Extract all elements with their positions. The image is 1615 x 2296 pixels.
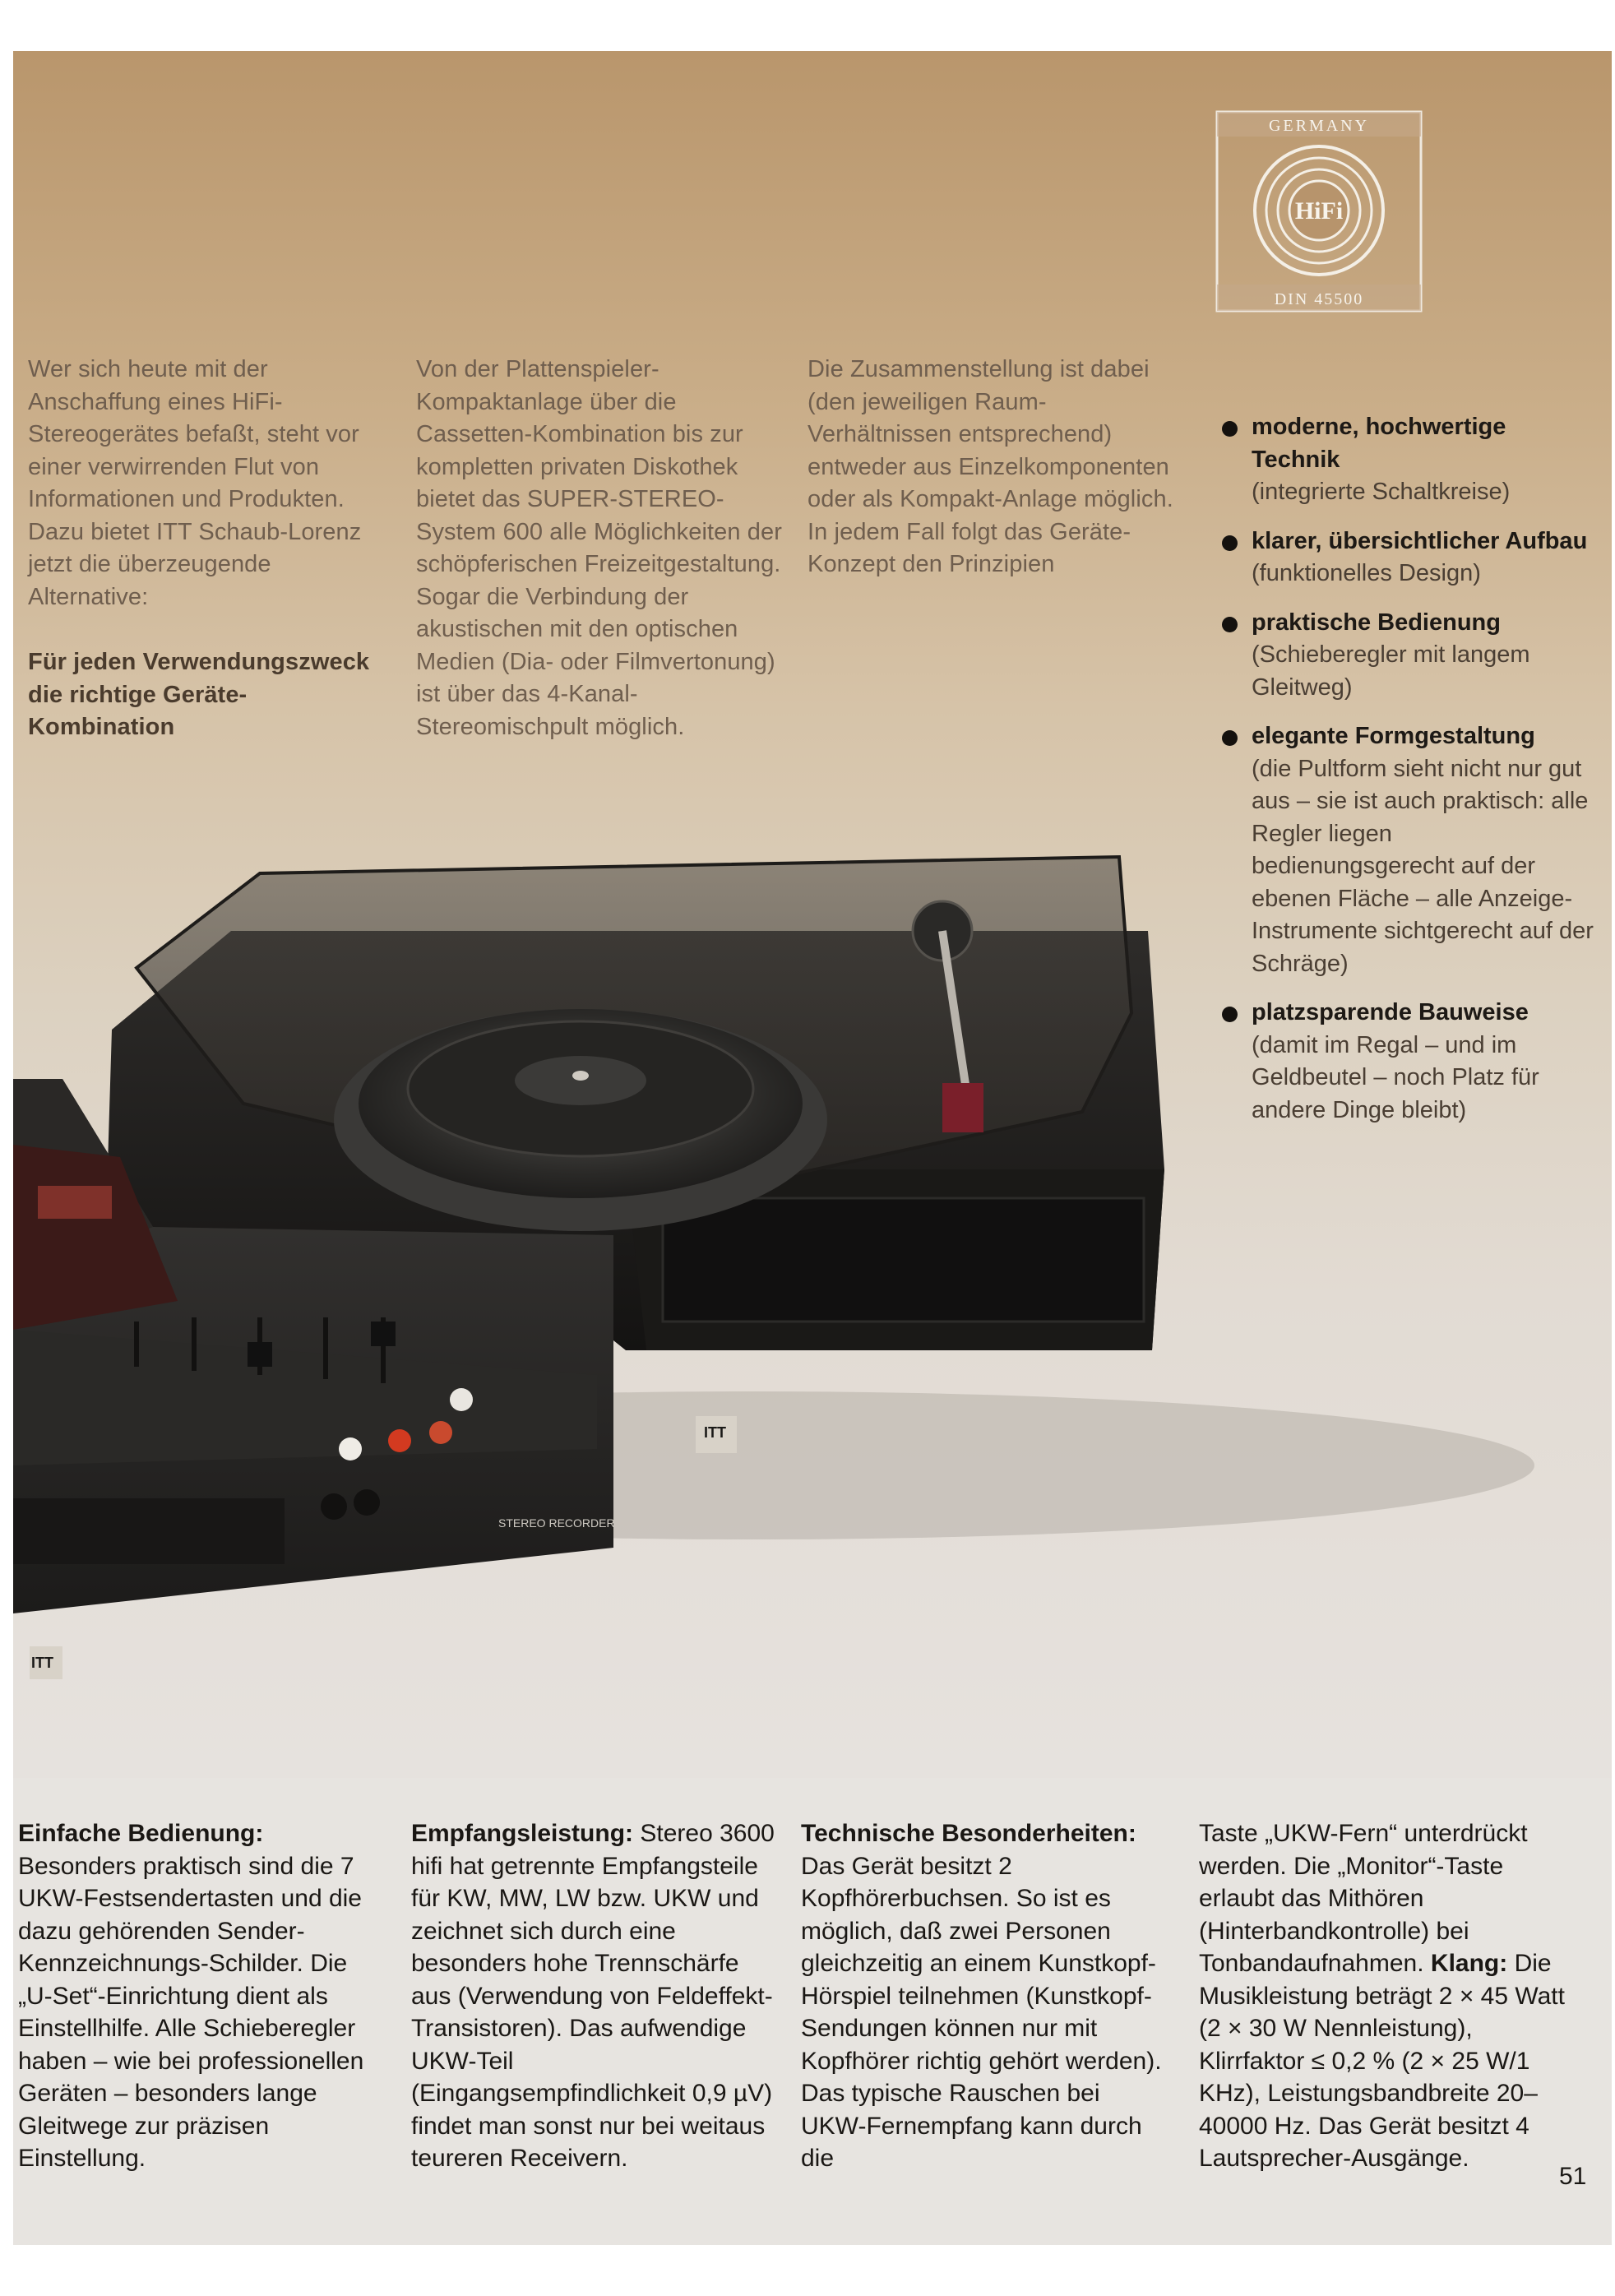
intro-paragraph-3: Die Zusammenstellung ist dabei (den jeweiligen Raum-Verhältnissen entsprechend) entweder aus Einzelkomponenten oder als Kompakt-Anlage möglich. In jedem Fall folgt das Geräte-Konzept den Prinzipien (808, 356, 1173, 577)
bullet-icon (1222, 535, 1238, 551)
feature-detail: (funktionelles Design) (1252, 560, 1481, 586)
deck-label: STEREO RECORDER (498, 1516, 615, 1530)
column-lead: Einfache Bedienung: (18, 1820, 264, 1847)
logo-center-text: HiFi (1294, 197, 1344, 225)
feature-item (1215, 997, 1594, 1127)
bullet-icon (1222, 617, 1238, 632)
column-lead: Klang: (1430, 1950, 1508, 1977)
intro-column-3 (808, 354, 1178, 581)
bullet-icon (1222, 1007, 1238, 1022)
feature-item (1215, 607, 1594, 705)
feature-title: moderne, hochwertige Technik (1252, 414, 1506, 473)
column-lead: Technische Besonderheiten: (801, 1820, 1136, 1847)
bottom-column-3 (801, 1817, 1167, 2175)
bullet-icon (1222, 421, 1238, 437)
intro-paragraph-1: Wer sich heute mit der Anschaffung eines HiFi-Stereogerätes befaßt, steht vor einer verwirrenden Flut von Informationen und Produkten. Dazu bietet ITT Schaub-Lorenz jetzt die überzeugende Alternative: (28, 356, 362, 610)
bullet-icon (1222, 730, 1238, 746)
intro-heading: Für jeden Verwendungszweck die richtige Geräte-Kombination (28, 649, 370, 740)
feature-item (1215, 411, 1594, 509)
column-text: Die Musikleistung beträgt 2 × 45 Watt (2 × 30 W Nennleistung), Klirrfaktor ≤ 0,2 % (2 × 25 W/1 KHz), Leistungsbandbreite 20–40000 Hz. Das Gerät besitzt 4 Lautsprecher-Ausgänge. (1199, 1950, 1565, 2172)
deck-brand-text: ITT (31, 1655, 53, 1671)
feature-title: klarer, übersichtlicher Aufbau (1252, 527, 1588, 554)
column-lead: Empfangsleistung: (411, 1820, 634, 1847)
bottom-column-4 (1199, 1817, 1567, 2175)
brochure-page (13, 51, 1612, 2245)
feature-item (1215, 720, 1594, 980)
feature-list (1215, 411, 1594, 1143)
bottom-column-2 (411, 1817, 781, 2175)
page-number: 51 (1559, 2163, 1587, 2190)
intro-paragraph-2: Von der Plattenspieler-Kompaktanlage über die Cassetten-Kombination bis zur kompletten privaten Diskothek bietet das SUPER-STEREO-System 600 alle Möglichkeiten der schöpferischen Freizeitgestaltung. Sogar die Verbindung der akustischen mit den optischen Medien (Dia- oder Filmvertonung) ist über das 4-Kanal-Stereomischpult möglich. (416, 356, 782, 740)
hifi-din-certification-logo (1215, 110, 1423, 312)
logo-bottom-text: DIN 45500 (1274, 290, 1364, 308)
column-text: Stereo 3600 hifi hat getrennte Empfangsteile für KW, MW, LW bzw. UKW und zeichnet sich durch eine besonders hohe Trennschärfe aus (Verwendung von Feldeffekt-Transistoren). Das aufwendige UKW-Teil (Eingangsempfindlichkeit 0,9 µV) findet man sonst nur bei weitaus teureren Receivern. (411, 1820, 775, 2172)
feature-item (1215, 525, 1594, 590)
feature-detail: (integrierte Schaltkreise) (1252, 479, 1511, 505)
column-text: Taste „UKW-Fern“ unterdrückt werden. Die „Monitor“-Taste erlaubt das Mithören (Hinterbandkontrolle) bei Tonbandaufnahmen. (1199, 1820, 1528, 1977)
feature-title: platzsparende Bauweise (1252, 999, 1529, 1025)
feature-detail: (die Pultform sieht nicht nur gut aus – sie ist auch praktisch: alle Regler liegen bedienungsgerecht auf der ebenen Fläche – alle Anzeige-Instrumente sichtgerecht auf der Schräge) (1252, 755, 1594, 977)
column-text: Besonders praktisch sind die 7 UKW-Festsendertasten und die dazu gehörenden Sender-Kennzeichnungs-Schilder. Die „U-Set“-Einrichtung dient als Einstellhilfe. Alle Schieberegler haben – wie bei professionellen Geräten – besonders lange Gleitwege zur präzisen Einstellung. (18, 1852, 364, 2172)
intro-column-1 (28, 354, 390, 744)
intro-column-2 (416, 354, 782, 743)
logo-top-text: GERMANY (1268, 117, 1370, 135)
column-text: Das Gerät besitzt 2 Kopfhörerbuchsen. So ist es möglich, daß zwei Personen gleichzeitig an einem Kunstkopf-Hörspiel teilnehmen (Kunstkopf-Sendungen können nur mit Kopfhörer richtig gehört werden). Das typische Rauschen bei UKW-Fernempfang kann durch die (801, 1852, 1162, 2172)
feature-title: elegante Formgestaltung (1252, 723, 1535, 749)
turntable-brand-text: ITT (704, 1424, 726, 1441)
feature-detail: (Schieberegler mit langem Gleitweg) (1252, 641, 1530, 701)
feature-detail: (damit im Regal – und im Geldbeutel – noch Platz für andere Dinge bleibt) (1252, 1031, 1539, 1123)
feature-title: praktische Bedienung (1252, 609, 1501, 636)
bottom-column-1 (18, 1817, 386, 2175)
